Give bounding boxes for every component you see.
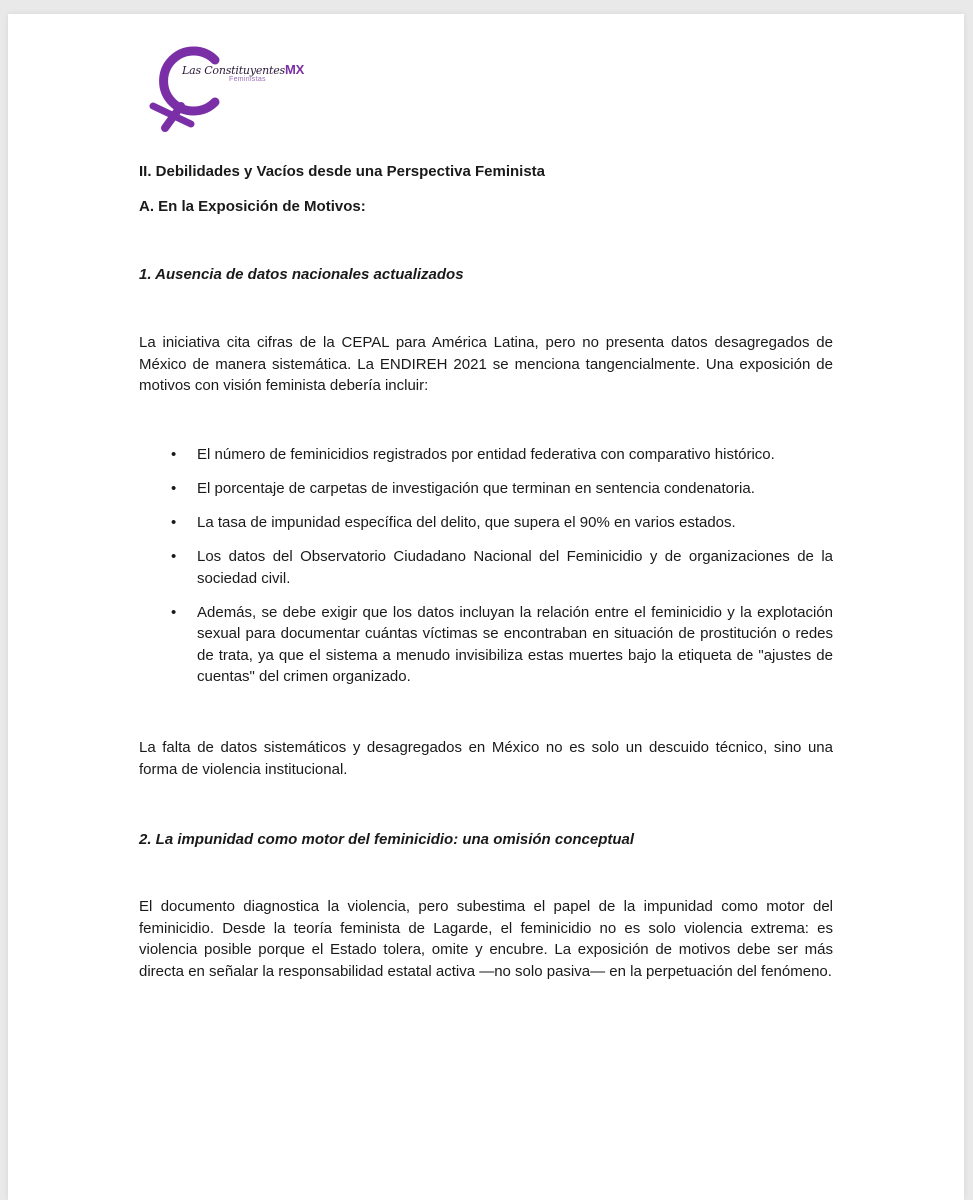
venus-symbol-icon — [143, 36, 253, 136]
bullet-icon: • — [171, 603, 177, 621]
point1-bullet-list — [139, 444, 833, 700]
point1-closing: La falta de datos sistemáticos y desagregados en México no es solo un descuido técnico, sino una forma de violencia institucional. — [139, 739, 833, 778]
list-item — [139, 444, 833, 466]
point2-title: 2. La impunidad como motor del feminicidio: una omisión conceptual — [139, 831, 635, 848]
point2-body: El documento diagnostica la violencia, pero subestima el papel de la impunidad como motor del feminicidio. Desde la teoría feminista de Lagarde, el feminicidio no es solo violencia extrema: es violencia posible porque el Estado tolera, omite y encubre. La exposición de motivos debe ser más directa en señalar la responsabilidad estatal activa —no solo pasiva— en la perpetuación del fenómeno. — [139, 898, 833, 980]
point1-title: 1. Ausencia de datos nacionales actualizados — [139, 266, 464, 283]
logo-text: Las Constituyentes — [182, 64, 286, 77]
list-item — [139, 478, 833, 500]
list-item — [139, 546, 833, 589]
list-item-text: Los datos del Observatorio Ciudadano Nacional del Feminicidio y de organizaciones de la sociedad civil. — [197, 548, 833, 587]
point1-intro: La iniciativa cita cifras de la CEPAL para América Latina, pero no presenta datos desagregados de México de manera sistemática. La ENDIREH 2021 se menciona tangencialmente. Una exposición de motivos con visión feminista debería incluir: — [139, 334, 833, 394]
bullet-icon: • — [171, 480, 177, 497]
bullet-icon: • — [171, 446, 177, 463]
list-item-text: El porcentaje de carpetas de investigación que terminan en sentencia condenatoria. — [197, 480, 755, 497]
list-item — [139, 602, 833, 688]
logo-wordmark — [182, 62, 304, 77]
subsection-title: A. En la Exposición de Motivos: — [139, 198, 366, 215]
list-item-text: La tasa de impunidad específica del delito, que supera el 90% en varios estados. — [197, 514, 736, 531]
section-title: II. Debilidades y Vacíos desde una Perspectiva Feminista — [139, 163, 546, 180]
logo — [143, 36, 343, 136]
list-item — [139, 512, 833, 534]
list-item-text: Además, se debe exigir que los datos incluyan la relación entre el feminicidio y la explotación sexual para documentar cuántas víctimas se encontraban en situación de prostitución o redes de trata, ya que el sistema a menudo invisibiliza estas muertes bajo la etiqueta de "ajustes de cuentas" del crimen organizado. — [197, 603, 833, 685]
logo-subtitle: Feministas — [229, 76, 266, 83]
document-page — [8, 14, 964, 1200]
logo-mx: MX — [285, 62, 305, 77]
bullet-icon: • — [171, 548, 177, 565]
list-item-text: El número de feminicidios registrados por entidad federativa con comparativo histórico. — [197, 446, 775, 463]
bullet-icon: • — [171, 514, 177, 531]
